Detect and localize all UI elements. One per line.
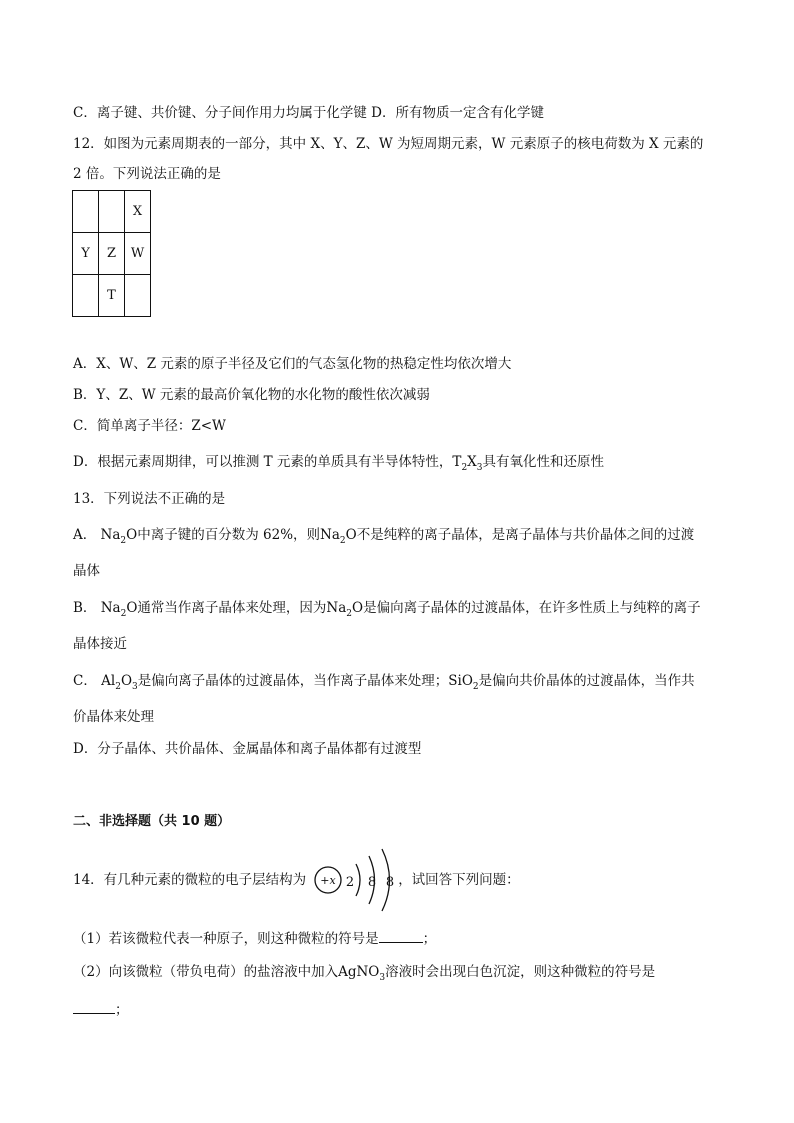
table-cell: X: [125, 191, 151, 233]
nucleus-charge: +x: [320, 874, 336, 887]
subquestion-text-end: 溶液时会出现白色沉淀，则这种微粒的符号是: [385, 964, 656, 980]
q13-option-b-line2: 晶体接近: [73, 636, 127, 652]
table-cell: Y: [73, 233, 99, 275]
formula-symbol: Na: [100, 600, 121, 616]
q13-option-b: [73, 598, 701, 620]
option-text: 是偏向离子晶体的过渡晶体，在许多性质上与纯粹的离子: [363, 600, 701, 616]
formula-symbol: X: [467, 454, 477, 470]
shell-arc-1: [356, 864, 360, 896]
formula-subscript: 3: [132, 682, 138, 692]
formula-subscript: 2: [461, 463, 468, 473]
formula-subscript: 3: [379, 973, 386, 983]
formula-na2o: [320, 527, 357, 546]
formula-symbol: O: [120, 673, 133, 689]
table-cell: [99, 191, 125, 233]
q12-stem-line2: 2 倍。下列说法正确的是: [73, 166, 221, 182]
formula-subscript: 2: [339, 536, 346, 546]
formula-symbol: O: [126, 527, 138, 543]
subquestion-punct: ；: [115, 1002, 129, 1018]
table-cell: [73, 275, 99, 317]
formula-symbol: T: [452, 454, 462, 470]
option-letter: B．: [73, 600, 97, 616]
q12-option-c: C．简单离子半径：Z<W: [73, 418, 226, 434]
formula-subscript: 2: [472, 682, 479, 692]
q12-option-d-text-end: 具有氧化性和还原性: [482, 454, 605, 470]
q14-subquestion-2-line2: [73, 999, 129, 1020]
table-cell: [73, 191, 99, 233]
subquestion-punct: ；: [422, 931, 437, 947]
q12-option-d-text: D．根据元素周期律，可以推测 T 元素的单质具有半导体特性，: [73, 454, 453, 470]
table-cell: W: [125, 233, 151, 275]
table-cell: [125, 275, 151, 317]
formula-agno3: [338, 964, 386, 983]
shell-electron-count: 8: [367, 875, 377, 890]
q11-option-c: C．离子键、共价键、分子间作用力均属于化学键 D．所有物质一定含有化学键: [73, 105, 544, 121]
formula-symbol: Na: [320, 527, 340, 543]
q14-stem-text-end: ，试回答下列问题：: [398, 872, 520, 888]
shell-electron-count: 8: [385, 875, 395, 890]
option-text: 通常当作离子晶体来处理，因为: [137, 600, 327, 616]
section-heading: 二、非选择题（共 10 题）: [73, 814, 231, 829]
option-letter: A．: [73, 527, 97, 543]
option-text: 是偏向离子晶体的过渡晶体，当作离子晶体来处理；: [137, 673, 449, 689]
formula-subscript: 2: [120, 536, 127, 546]
q12-stem-line1: 12．如图为元素周期表的一部分，其中 X、Y、Z、W 为短周期元素，W 元素原子的核电荷数为 X 元素的: [73, 136, 704, 152]
formula-symbol: O: [345, 527, 357, 543]
formula-symbol: Na: [326, 600, 347, 616]
formula-symbol: Al: [101, 673, 116, 689]
q13-stem: 13．下列说法不正确的是: [73, 491, 226, 507]
answer-blank[interactable]: [379, 928, 423, 943]
subquestion-text: （2）向该微粒（带负电荷）的盐溶液中加入: [73, 964, 339, 980]
formula-na2o: [326, 600, 364, 619]
q13-option-c: [73, 671, 695, 693]
q13-option-a-line2: 晶体: [73, 563, 100, 579]
formula-subscript: 2: [115, 682, 121, 692]
q14-subquestion-1: [73, 928, 436, 949]
table-cell: T: [99, 275, 125, 317]
q12-option-d: [73, 452, 604, 474]
formula-subscript: 3: [476, 463, 483, 473]
electron-shell-diagram: [312, 846, 402, 914]
formula-symbol: Na: [100, 527, 121, 543]
shell-electron-count: 2: [345, 875, 355, 890]
formula-symbol: SiO: [448, 673, 473, 689]
formula-subscript: 2: [346, 609, 353, 619]
formula-na2o: [96, 527, 138, 546]
table-cell: Z: [99, 233, 125, 275]
answer-blank[interactable]: [73, 999, 115, 1014]
q12-option-b: B．Y、Z、W 元素的最高价氧化物的水化物的酸性依次减弱: [73, 387, 430, 403]
formula-sio2: [448, 673, 479, 692]
formula-na2o: [96, 600, 138, 619]
q14-subquestion-2: [73, 962, 655, 984]
subquestion-text: （1）若该微粒代表一种原子，则这种微粒的符号是: [73, 931, 379, 947]
option-text: 中离子键的百分数为 62%，则: [137, 527, 321, 543]
formula-t2x3: [452, 454, 483, 473]
q13-option-d: D．分子晶体、共价晶体、金属晶体和离子晶体都有过渡型: [73, 741, 422, 757]
formula-al2o3: [97, 673, 138, 692]
periodic-table-fragment: [72, 190, 151, 317]
q13-option-a: [73, 525, 694, 547]
option-letter: C．: [73, 673, 97, 689]
formula-subscript: 2: [120, 609, 127, 619]
q14-stem-text: 14．有几种元素的微粒的电子层结构为: [73, 872, 307, 888]
option-text: 不是纯粹的离子晶体，是离子晶体与共价晶体之间的过渡: [356, 527, 695, 543]
q12-option-a: A．X、W、Z 元素的原子半径及它们的气态氢化物的热稳定性均依次增大: [73, 356, 512, 372]
q14-stem: [73, 870, 520, 890]
option-text: 是偏向共价晶体的过渡晶体，当作共: [478, 673, 695, 689]
q13-option-c-line2: 价晶体来处理: [73, 709, 154, 725]
formula-symbol: O: [126, 600, 138, 616]
formula-symbol: AgNO: [338, 964, 380, 980]
formula-symbol: O: [352, 600, 364, 616]
